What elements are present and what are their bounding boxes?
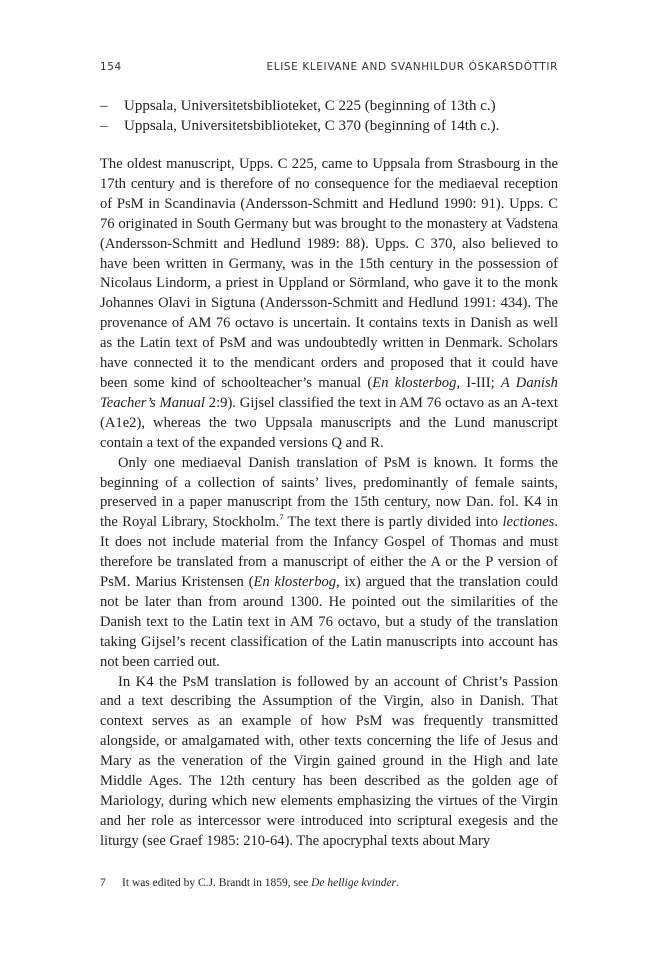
list-dash: – — [100, 98, 108, 114]
text-run: , ix) argued that the translation could not be later than from around 1300. He pointed out the similarities of the Danish text to the Latin text in AM 76 octavo, but a study of the translation taking Gijsel’s recent classification of the Latin manuscripts into account has not been carried out. — [100, 574, 558, 670]
list-item — [100, 96, 558, 116]
text-run: . It does not include material from the Infancy Gospel of Thomas and must therefore be translated from a manuscript of either the A or the P version of PsM. Marius Kristensen ( — [100, 514, 558, 591]
footnote-end: . — [396, 877, 399, 889]
footnote-text: It was edited by C.J. Brandt in 1859, see — [122, 877, 312, 889]
italic-title: De hellige kvinder — [311, 877, 397, 889]
text-run: The oldest manuscript, Upps. C 225, came to Uppsala from Strasbourg in the 17th century and is therefore of no consequence for the mediaeval reception of PsM in Scandinavia (Andersson-Schmitt and Hedlund 1990: 91). Upps. C 76 originated in South Germany but was brought to the monastery at Vadstena (Andersson-Schmitt and Hedlund 1989: 88). Upps. C 370, also believed to have been written in Germany, was in the 15th century in the possession of Nicolaus Lindorm, a priest in Uppland or Sörmland, who gave it to the monk Johannes Olavi in Sigtuna (Andersson-Schmitt and Hedlund 1991: 434). The provenance of AM 76 octavo is uncertain. It contains texts in Danish as well as the Latin text of PsM and was undoubtedly written in Denmark. Scholars have connected it to the mendicant orders and proposed that it could have been some kind of schoolteacher’s manual ( — [100, 156, 558, 391]
list-item-text: Uppsala, Universitetsbiblioteket, C 225 (beginning of 13th c.) — [124, 98, 496, 114]
paragraph — [100, 155, 558, 454]
text-run: In K4 the PsM translation is followed by an account of Christ’s Passion and a text describing the Assumption of the Virgin, also in Danish. That context serves as an example of how PsM was frequently transmitted alongside, or amalgamated with, other texts concerning the life of Jesus and Mary as the veneration of the Virgin gained ground in the High and late Middle Ages. The 12th century has been described as the golden age of Mariology, during which new elements emphasizing the virtues of the Virgin and her role as intercessor were introduced into scriptural exegesis and the liturgy (see Graef 1985: 210-64). The apocryphal texts about Mary — [100, 673, 558, 849]
paragraph — [100, 454, 558, 673]
manuscript-list — [100, 96, 558, 136]
running-title: ELISE KLEIVANE AND SVANHILDUR ÓSKARSDÓTTIR — [266, 61, 558, 73]
paragraph — [100, 673, 558, 852]
text-run: The text there is partly divided into — [283, 514, 503, 531]
footnote-number: 7 — [100, 877, 106, 889]
body-text — [100, 155, 558, 852]
list-item — [100, 116, 558, 136]
footnote-reference: 7 — [279, 513, 284, 523]
italic-title: En klosterbog — [253, 574, 337, 591]
footnote — [100, 876, 558, 891]
text-run: 2:9). Gijsel classified the text in AM 76 octavo as an A-text (A1e2), whereas the two Uppsala manuscripts and the Lund manuscript contain a text of the expanded versions Q and R. — [100, 394, 558, 451]
list-dash: – — [100, 118, 108, 134]
italic-title: A Danish Teacher’s Manual — [100, 374, 558, 411]
italic-term: lectiones — [502, 514, 555, 531]
text-run: Only one mediaeval Danish translation of PsM is known. It forms the beginning of a collection of saints’ lives, predominantly of female saints, preserved in a paper manuscript from the 15th century, now Dan. fol. K4 in the Royal Library, Stockholm. — [100, 454, 558, 531]
list-item-text: Uppsala, Universitetsbiblioteket, C 370 (beginning of 14th c.). — [124, 118, 500, 134]
page-number: 154 — [100, 61, 122, 73]
italic-title: En klosterbog — [372, 374, 457, 391]
text-run: , I-III; — [456, 374, 501, 391]
